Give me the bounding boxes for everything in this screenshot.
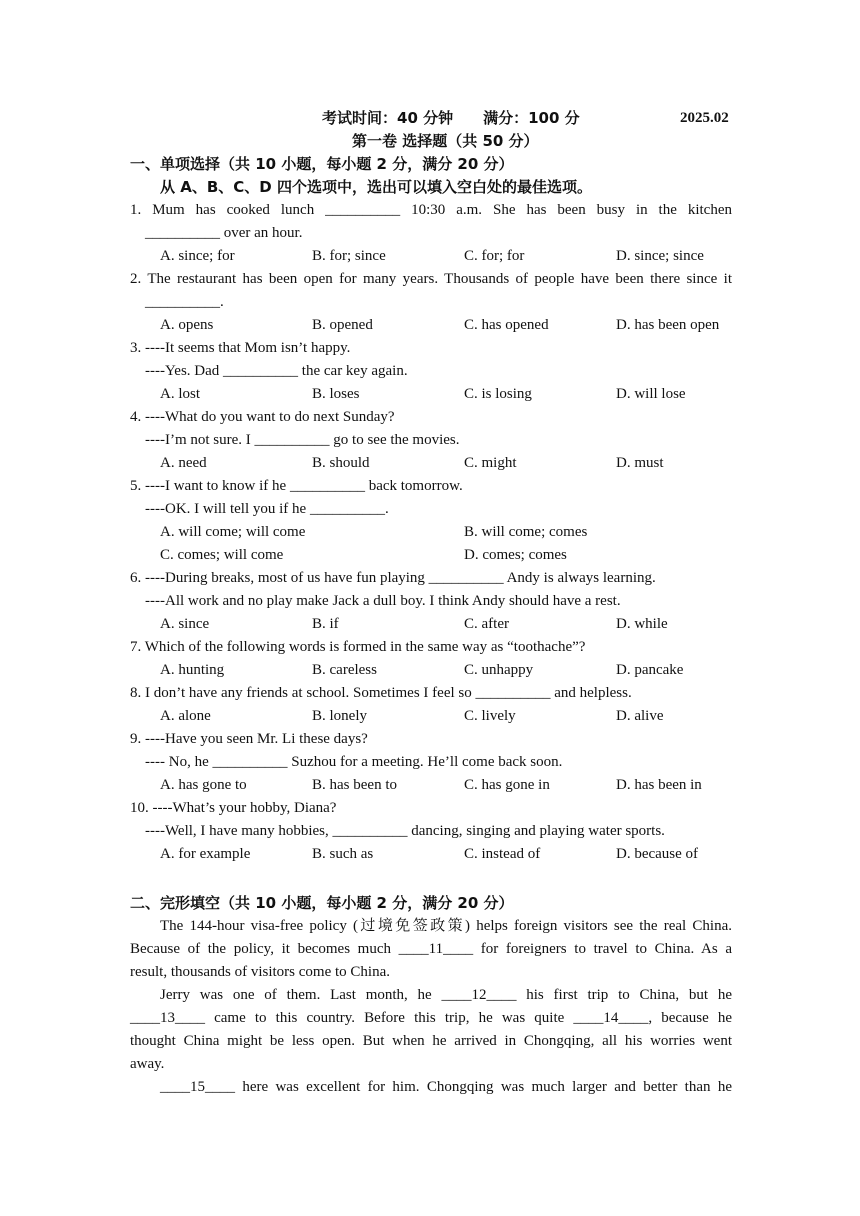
question-4-option-a[interactable]: A. need xyxy=(160,455,207,471)
question-2-option-d[interactable]: D. has been open xyxy=(616,317,720,333)
question-2-line-2: __________. xyxy=(145,294,224,310)
question-1-line-2: __________ over an hour. xyxy=(145,225,303,241)
exam-date: 2025.02 xyxy=(680,110,729,126)
question-6-line-2: ----All work and no play make Jack a dull boy. I think Andy should have a rest. xyxy=(145,593,621,609)
question-2-option-b[interactable]: B. opened xyxy=(312,317,373,333)
cloze-line-7: away. xyxy=(130,1056,165,1072)
question-9-line-1: 9. ----Have you seen Mr. Li these days? xyxy=(130,731,368,747)
question-9-line-2: ---- No, he __________ Suzhou for a meeting. He’ll come back soon. xyxy=(145,754,563,770)
question-1-option-d[interactable]: D. since; since xyxy=(616,248,704,264)
question-7-line-1: 7. Which of the following words is formed in the same way as “toothache”? xyxy=(130,639,586,655)
question-1-line-1: 1. Mum has cooked lunch __________ 10:30 a.m. She has been busy in the kitchen xyxy=(130,202,732,218)
question-10-line-2: ----Well, I have many hobbies, __________ dancing, singing and playing water sports. xyxy=(145,823,665,839)
cloze-line-5: ____13____ came to this country. Before this trip, he was quite ____14____, because he xyxy=(130,1010,732,1026)
section1-title: 一、单项选择（共 10 小题，每小题 2 分，满分 20 分） xyxy=(130,155,514,173)
section1-instruction: 从 A、B、C、D 四个选项中，选出可以填入空白处的最佳选项。 xyxy=(160,178,592,196)
question-3-line-1: 3. ----It seems that Mom isn’t happy. xyxy=(130,340,351,356)
question-8-line-1: 8. I don’t have any friends at school. Sometimes I feel so __________ and helpless. xyxy=(130,685,632,701)
question-4-option-b[interactable]: B. should xyxy=(312,455,370,471)
question-5-line-1: 5. ----I want to know if he __________ back tomorrow. xyxy=(130,478,463,494)
section2-title: 二、完形填空（共 10 小题，每小题 2 分，满分 20 分） xyxy=(130,894,514,912)
part-title: 第一卷 选择题（共 50 分） xyxy=(352,132,539,150)
question-7-option-c[interactable]: C. unhappy xyxy=(464,662,534,678)
question-10-option-a[interactable]: A. for example xyxy=(160,846,251,862)
cloze-line-8: ____15____ here was excellent for him. Chongqing was much larger and better than he xyxy=(160,1079,732,1095)
question-3-option-d[interactable]: D. will lose xyxy=(616,386,686,402)
question-3-line-2: ----Yes. Dad __________ the car key again. xyxy=(145,363,408,379)
question-9-option-c[interactable]: C. has gone in xyxy=(464,777,550,793)
question-3-option-c[interactable]: C. is losing xyxy=(464,386,532,402)
question-5-option-c[interactable]: C. comes; will come xyxy=(160,547,284,563)
exam-time-score: 考试时间：40 分钟 满分：100 分 xyxy=(322,109,580,127)
question-6-option-d[interactable]: D. while xyxy=(616,616,668,632)
question-5-line-2: ----OK. I will tell you if he __________. xyxy=(145,501,389,517)
question-2-option-a[interactable]: A. opens xyxy=(160,317,214,333)
cloze-line-6: thought China might be less open. But when he arrived in Chongqing, all his worries went xyxy=(130,1033,732,1049)
question-9-option-a[interactable]: A. has gone to xyxy=(160,777,247,793)
question-10-line-1: 10. ----What’s your hobby, Diana? xyxy=(130,800,337,816)
question-4-line-1: 4. ----What do you want to do next Sunday? xyxy=(130,409,395,425)
question-8-option-a[interactable]: A. alone xyxy=(160,708,211,724)
question-1-option-b[interactable]: B. for; since xyxy=(312,248,386,264)
question-10-option-b[interactable]: B. such as xyxy=(312,846,374,862)
cloze-line-4: Jerry was one of them. Last month, he ____12____ his first trip to China, but he xyxy=(160,987,732,1003)
question-3-option-a[interactable]: A. lost xyxy=(160,386,201,402)
cloze-line-2: Because of the policy, it becomes much ____11____ for foreigners to travel to China. As a xyxy=(130,941,732,957)
question-4-option-d[interactable]: D. must xyxy=(616,455,664,471)
question-6-option-b[interactable]: B. if xyxy=(312,616,339,632)
question-9-option-b[interactable]: B. has been to xyxy=(312,777,397,793)
question-9-option-d[interactable]: D. has been in xyxy=(616,777,702,793)
question-10-option-d[interactable]: D. because of xyxy=(616,846,699,862)
question-7-option-d[interactable]: D. pancake xyxy=(616,662,684,678)
question-6-option-c[interactable]: C. after xyxy=(464,616,509,632)
question-8-option-d[interactable]: D. alive xyxy=(616,708,664,724)
question-6-line-1: 6. ----During breaks, most of us have fun playing __________ Andy is always learning. xyxy=(130,570,656,586)
question-5-option-a[interactable]: A. will come; will come xyxy=(160,524,306,540)
question-4-option-c[interactable]: C. might xyxy=(464,455,517,471)
question-1-option-c[interactable]: C. for; for xyxy=(464,248,525,264)
question-8-option-b[interactable]: B. lonely xyxy=(312,708,367,724)
cloze-line-1: The 144-hour visa-free policy (过境免签政策) helps foreign visitors see the real China. xyxy=(160,918,732,934)
question-7-option-a[interactable]: A. hunting xyxy=(160,662,225,678)
question-5-option-b[interactable]: B. will come; comes xyxy=(464,524,588,540)
question-10-option-c[interactable]: C. instead of xyxy=(464,846,541,862)
question-2-line-1: 2. The restaurant has been open for many years. Thousands of people have been there since it xyxy=(130,271,732,287)
question-8-option-c[interactable]: C. lively xyxy=(464,708,516,724)
question-5-option-d[interactable]: D. comes; comes xyxy=(464,547,567,563)
question-1-option-a[interactable]: A. since; for xyxy=(160,248,235,264)
question-7-option-b[interactable]: B. careless xyxy=(312,662,377,678)
cloze-line-3: result, thousands of visitors come to China. xyxy=(130,964,390,980)
question-4-line-2: ----I’m not sure. I __________ go to see the movies. xyxy=(145,432,460,448)
question-6-option-a[interactable]: A. since xyxy=(160,616,210,632)
question-2-option-c[interactable]: C. has opened xyxy=(464,317,549,333)
question-3-option-b[interactable]: B. loses xyxy=(312,386,360,402)
